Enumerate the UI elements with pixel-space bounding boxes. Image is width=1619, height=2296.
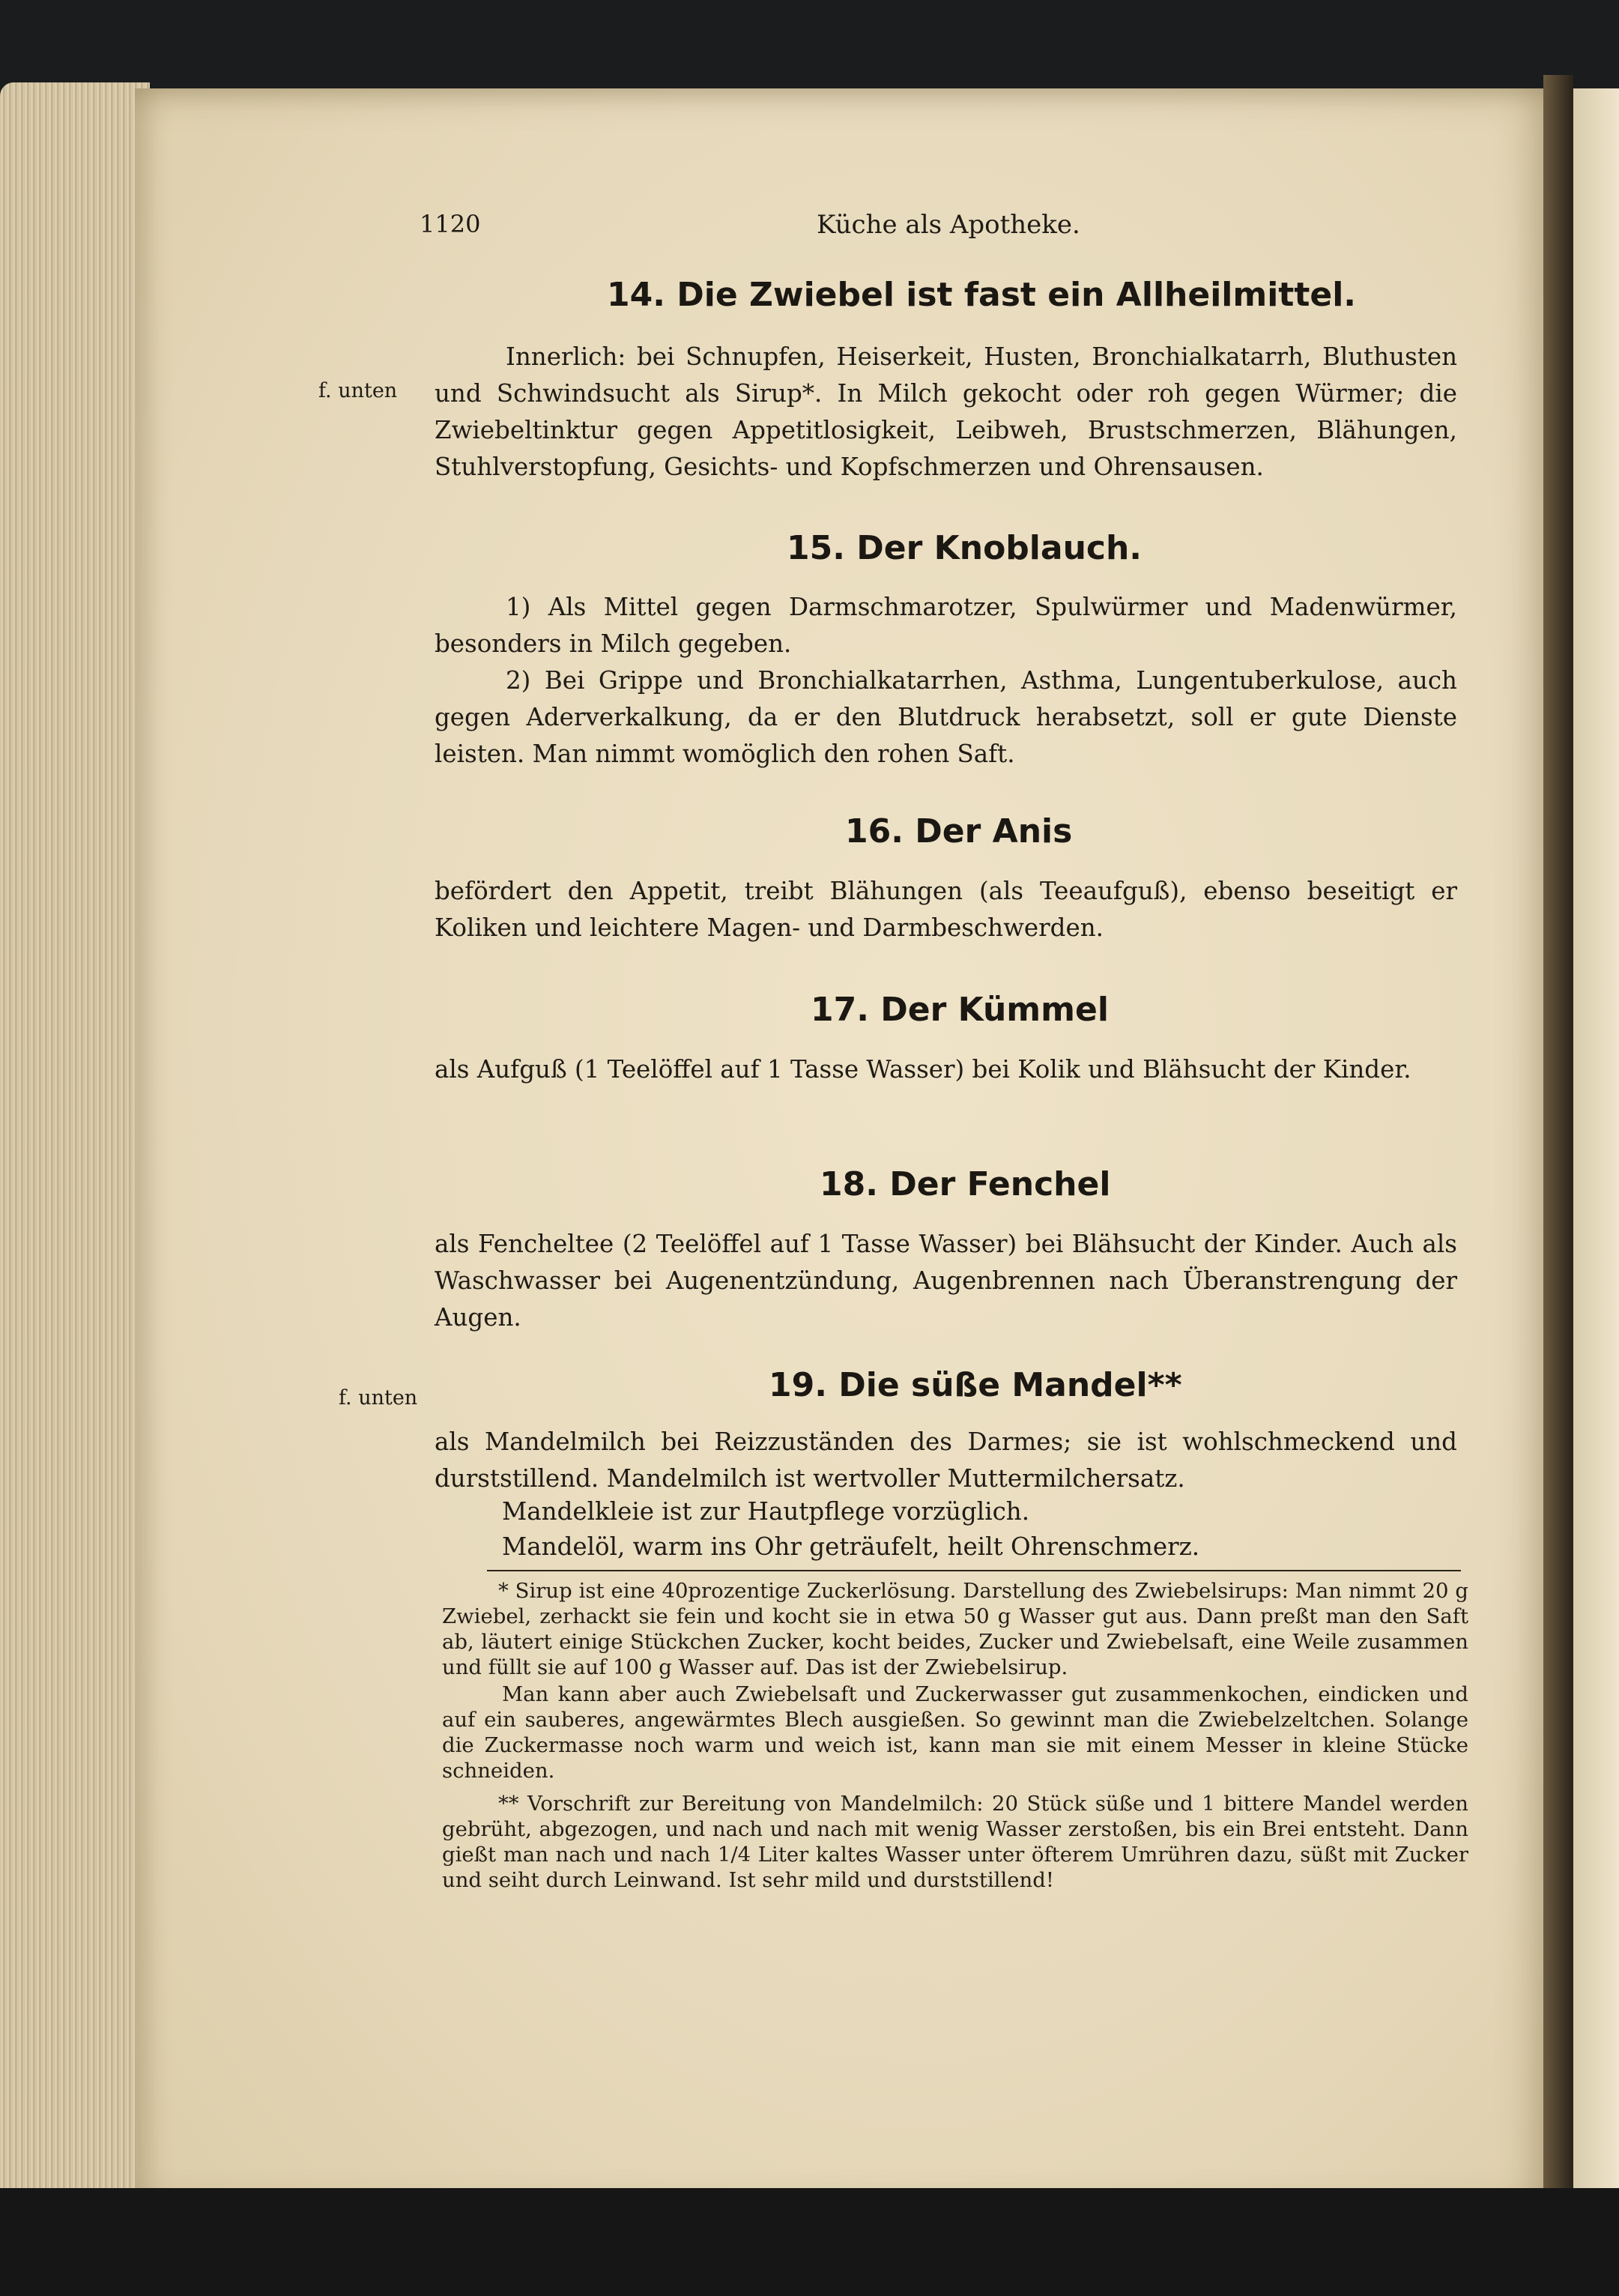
section-16-paragraph: befördert den Appetit, treibt Blähungen (als Teeaufguß), ebenso beseitigt er Koliken und leichtere Magen- und Darmbeschwerden. xyxy=(435,877,1457,942)
section-19-paragraph-2: Mandelkleie ist zur Hautpflege vorzüglich. xyxy=(502,1497,1030,1526)
book-page-stack xyxy=(0,82,150,2211)
section-heading-17: 17. Der Kümmel xyxy=(811,991,1109,1029)
section-17-paragraph: als Aufguß (1 Teelöffel auf 1 Tasse Wasser) bei Kolik und Blähsucht der Kinder. xyxy=(435,1055,1411,1084)
section-15-paragraph-1: 1) Als Mittel gegen Darmschmarotzer, Spulwürmer und Madenwürmer, besonders in Milch gegeben. xyxy=(435,593,1457,658)
section-heading-19: 19. Die süße Mandel** xyxy=(769,1366,1182,1404)
facing-page-edge xyxy=(1573,88,1619,2202)
bottom-background-band xyxy=(0,2188,1619,2296)
section-19-paragraph-1: als Mandelmilch bei Reizzuständen des Darmes; sie ist wohlschmeckend und durststillend. Mandelmilch ist wertvoller Muttermilchersatz. xyxy=(435,1428,1457,1493)
footnote-1-continuation: Man kann aber auch Zwiebelsaft und Zuckerwasser gut zusammenkochen, eindicken und auf ein sauberes, angewärmtes Blech ausgießen. So gewinnt man die Zwiebelzeltchen. Solange die Zuckermasse noch warm und weich ist, kann man sie mit einem Messer in kleine Stücke schneiden. xyxy=(442,1682,1468,1783)
footnote-rule xyxy=(487,1570,1461,1571)
section-19-paragraph-3: Mandelöl, warm ins Ohr geträufelt, heilt Ohrenschmerz. xyxy=(502,1532,1200,1561)
section-15-paragraph-2: 2) Bei Grippe und Bronchialkatarrhen, Asthma, Lungentuberkulose, auch gegen Aderverkalkung, da er den Blutdruck herabsetzt, soll er gute Dienste leisten. Man nimmt womöglich den rohen Saft. xyxy=(435,666,1457,768)
section-14-paragraph: Innerlich: bei Schnupfen, Heiserkeit, Husten, Bronchialkatarrh, Bluthusten und Schwindsucht als Sirup*. In Milch gekocht oder roh gegen Würmer; die Zwiebeltinktur gegen Appetitlosigkeit, Leibweh, Brustschmerzen, Blähungen, Stuhlverstopfung, Gesichts- und Kopfschmerzen und Ohrensausen. xyxy=(435,342,1457,481)
section-heading-16: 16. Der Anis xyxy=(845,812,1073,851)
section-18-paragraph: als Fencheltee (2 Teelöffel auf 1 Tasse Wasser) bei Blähsucht der Kinder. Auch als Waschwasser bei Augenentzündung, Augenbrennen nach Überanstrengung der Augen. xyxy=(435,1230,1457,1332)
section-heading-18: 18. Der Fenchel xyxy=(820,1165,1111,1203)
margin-note-2: f. unten xyxy=(339,1386,418,1410)
page-number: 1120 xyxy=(420,210,481,238)
footnote-1: * Sirup ist eine 40prozentige Zuckerlösung. Darstellung des Zwiebelsirups: Man nimmt 20 g Zwiebel, zerhackt sie fein und kocht sie in etwa 50 g Wasser gut aus. Dann preßt man den Saft ab, läutert einige Stückchen Zucker, kocht beides, Zucker und Zwiebelsaft, eine Weile zusammen und füllt sie auf 100 g Wasser auf. Das ist der Zwiebelsirup. xyxy=(442,1579,1468,1679)
footnote-2: ** Vorschrift zur Bereitung von Mandelmilch: 20 Stück süße und 1 bittere Mandel werden gebrüht, abgezogen, und nach und nach mit wenig Wasser zerstoßen, bis ein Brei entsteht. Dann gießt man nach und nach 1/4 Liter kaltes Wasser unter öfterem Umrühren dazu, süßt mit Zucker und seiht durch Leinwand. Ist sehr mild und durststillend! xyxy=(442,1792,1468,1892)
margin-note-1: f. unten xyxy=(318,379,398,402)
running-title: Küche als Apotheke. xyxy=(817,210,1080,240)
book-gutter xyxy=(1543,75,1573,2218)
section-heading-15: 15. Der Knoblauch. xyxy=(787,529,1143,567)
section-heading-14: 14. Die Zwiebel ist fast ein Allheilmittel. xyxy=(607,276,1356,314)
